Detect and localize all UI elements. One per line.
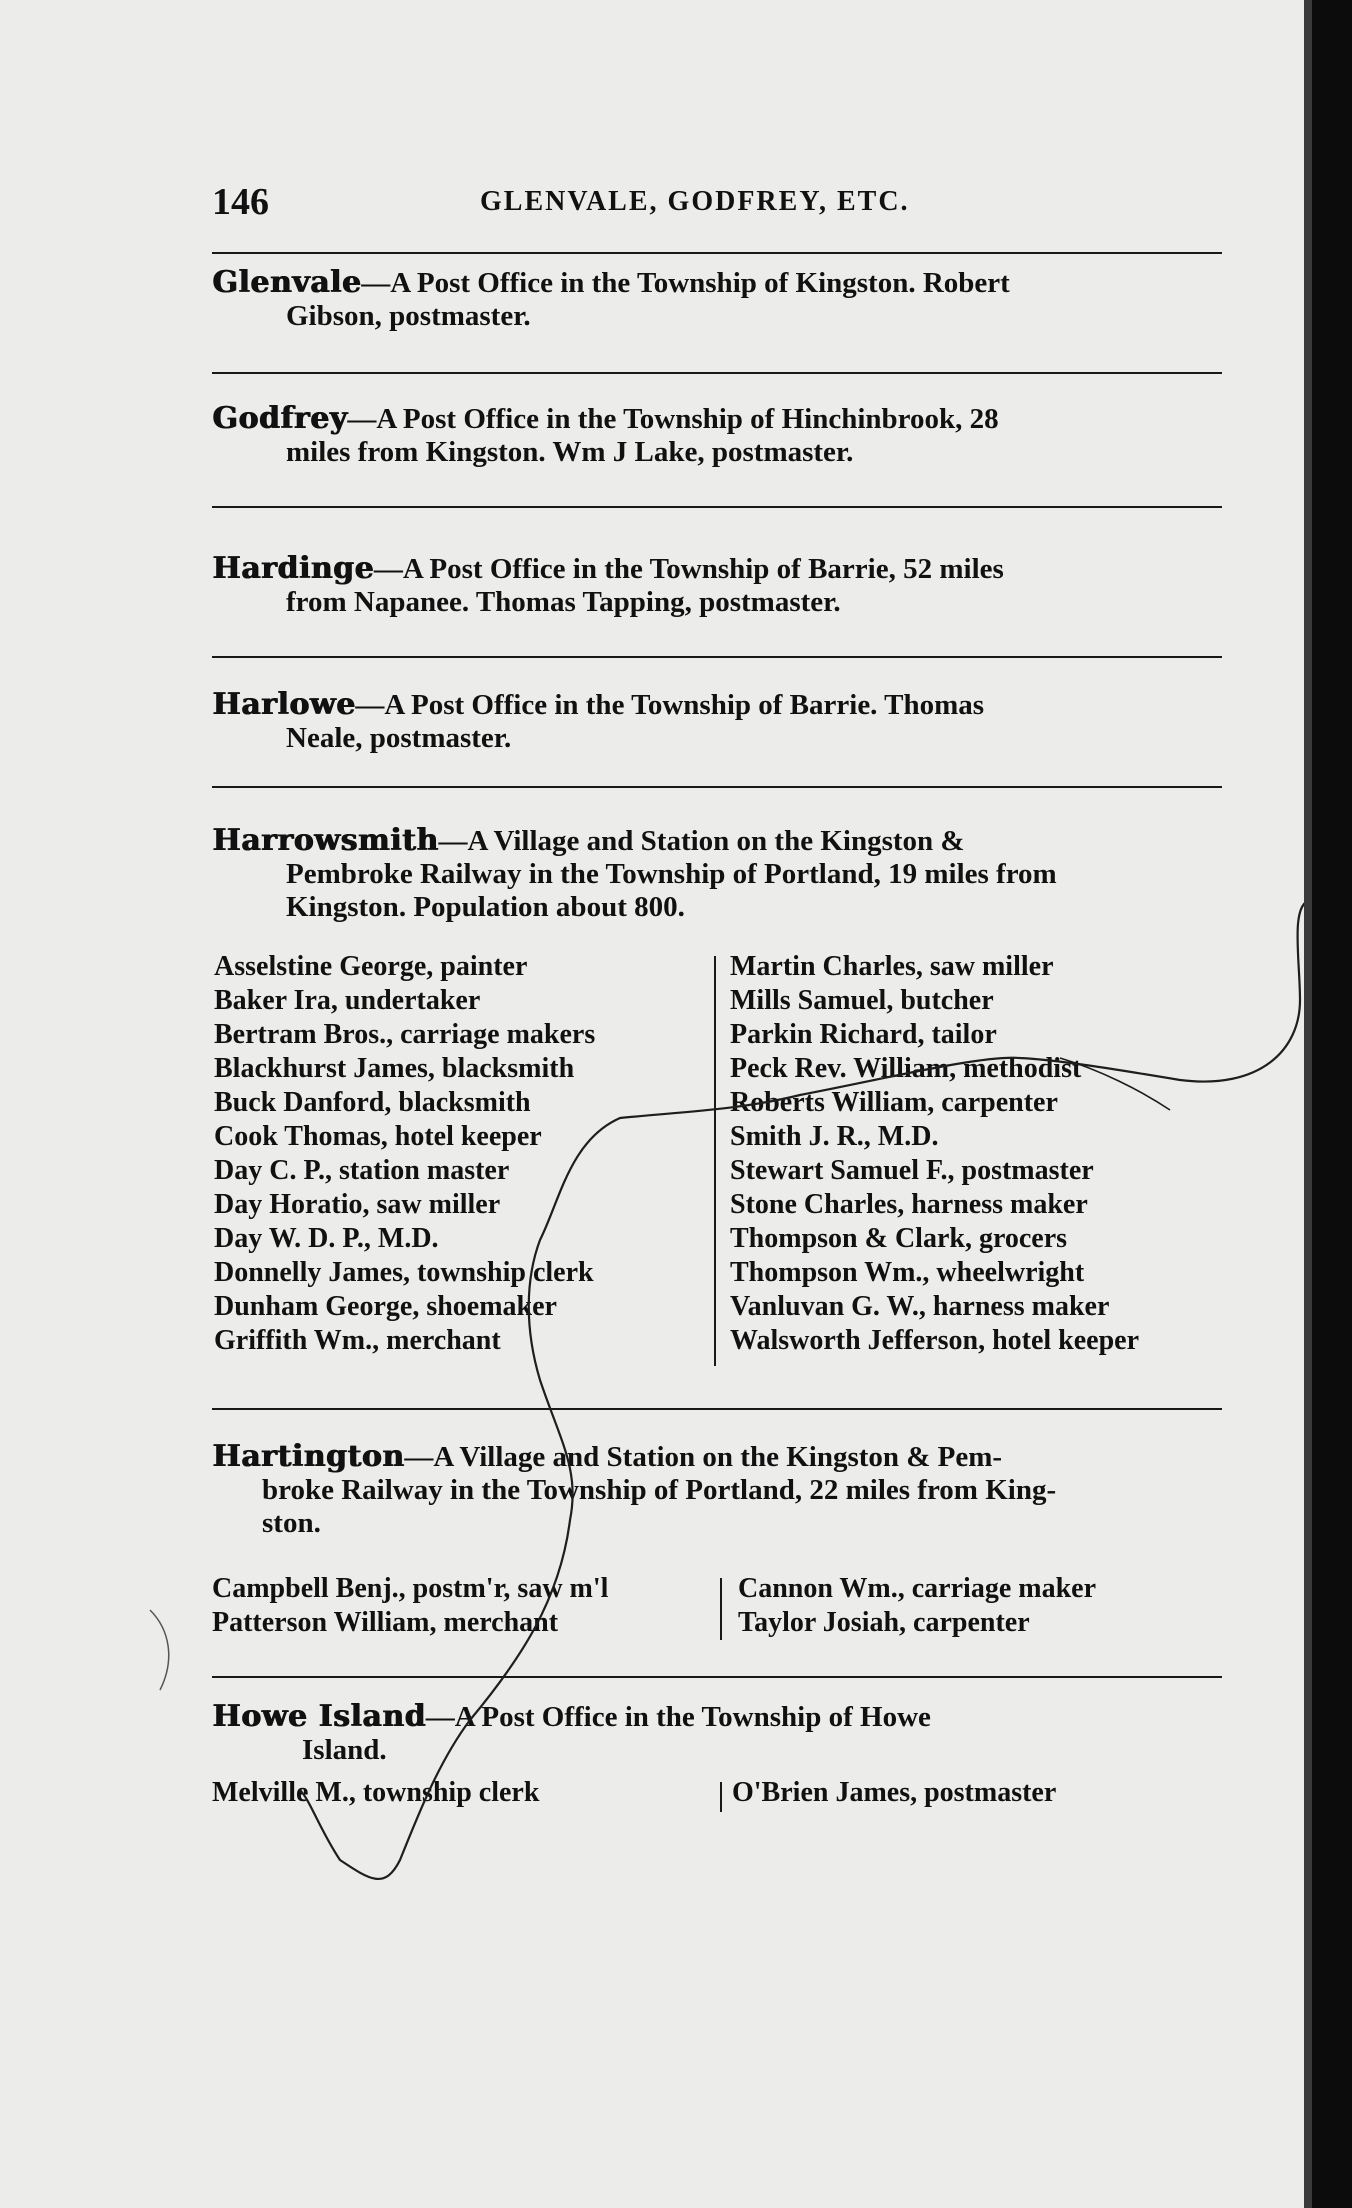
resident-entry: Walsworth Jefferson, hotel keeper bbox=[730, 1325, 1140, 1356]
resident-entry: Taylor Josiah, carpenter bbox=[738, 1607, 1030, 1638]
place-name: Howe Island bbox=[212, 1699, 426, 1734]
entry-text: —A Post Office in the Township of Barrie. Thomas bbox=[355, 689, 985, 721]
entry-text: Kingston. Population about 800. bbox=[286, 891, 685, 923]
column-divider bbox=[714, 956, 716, 1366]
place-name: Hardinge bbox=[212, 551, 374, 586]
entry-text: from Napanee. Thomas Tapping, postmaster. bbox=[286, 586, 841, 618]
entry-text: miles from Kingston. Wm J Lake, postmaster. bbox=[286, 436, 854, 468]
resident-entry: Dunham George, shoemaker bbox=[214, 1291, 557, 1322]
resident-entry: O'Brien James, postmaster bbox=[732, 1777, 1057, 1808]
resident-entry: Martin Charles, saw miller bbox=[730, 951, 1054, 982]
resident-entry: Cook Thomas, hotel keeper bbox=[214, 1121, 542, 1152]
resident-entry: Day C. P., station master bbox=[214, 1155, 510, 1186]
section-rule bbox=[212, 506, 1222, 508]
section-rule bbox=[212, 786, 1222, 788]
entry-text: ston. bbox=[262, 1507, 321, 1539]
residents-right-column bbox=[732, 1776, 1232, 1810]
resident-entry: Griffith Wm., merchant bbox=[214, 1325, 501, 1356]
entry-text: —A Post Office in the Township of Barrie, 52 miles bbox=[373, 553, 1004, 585]
residents-left-column bbox=[212, 1776, 702, 1810]
resident-entry: Parkin Richard, tailor bbox=[730, 1019, 997, 1050]
entry-glenvale bbox=[212, 266, 1222, 333]
entry-howe-island bbox=[212, 1700, 1222, 1767]
page-header bbox=[200, 176, 1220, 236]
entry-text: —A Post Office in the Township of Howe bbox=[425, 1701, 931, 1733]
resident-entry: Peck Rev. William, methodist bbox=[730, 1053, 1082, 1084]
resident-entry: Melville M., township clerk bbox=[212, 1777, 540, 1808]
entry-text: Neale, postmaster. bbox=[286, 722, 512, 754]
howe-island-residents bbox=[212, 1776, 1222, 1816]
residents-left-column bbox=[212, 1572, 702, 1640]
entry-text: —A Post Office in the Township of Hinchinbrook, 28 bbox=[347, 403, 999, 435]
entry-text: broke Railway in the Township of Portland, 22 miles from King- bbox=[262, 1474, 1057, 1506]
resident-entry: Vanluvan G. W., harness maker bbox=[730, 1291, 1110, 1322]
resident-entry: Day W. D. P., M.D. bbox=[214, 1223, 439, 1254]
page-edge bbox=[1312, 0, 1352, 2208]
resident-entry: Cannon Wm., carriage maker bbox=[738, 1573, 1096, 1604]
entry-text: Island. bbox=[302, 1734, 387, 1766]
entry-text: —A Village and Station on the Kingston & Pem- bbox=[404, 1441, 1003, 1473]
place-name: Glenvale bbox=[212, 265, 362, 300]
resident-entry: Roberts William, carpenter bbox=[730, 1087, 1058, 1118]
entry-godfrey bbox=[212, 402, 1222, 469]
resident-entry: Blackhurst James, blacksmith bbox=[214, 1053, 575, 1084]
residents-right-column bbox=[730, 950, 1230, 1358]
entry-text: Pembroke Railway in the Township of Portland, 19 miles from bbox=[286, 858, 1057, 890]
entry-text: —A Village and Station on the Kingston & bbox=[438, 825, 965, 857]
resident-entry: Buck Danford, blacksmith bbox=[214, 1087, 531, 1118]
entry-harrowsmith bbox=[212, 824, 1222, 924]
residents-right-column bbox=[738, 1572, 1238, 1640]
entry-harlowe bbox=[212, 688, 1222, 755]
resident-entry: Thompson Wm., wheelwright bbox=[730, 1257, 1085, 1288]
page-number: 146 bbox=[212, 181, 269, 223]
resident-entry: Asselstine George, painter bbox=[214, 951, 528, 982]
resident-entry: Thompson & Clark, grocers bbox=[730, 1223, 1068, 1254]
entry-text: —A Post Office in the Township of Kingston. Robert bbox=[361, 267, 1010, 299]
section-rule bbox=[212, 1408, 1222, 1410]
resident-entry: Patterson William, merchant bbox=[212, 1607, 559, 1638]
resident-entry: Stewart Samuel F., postmaster bbox=[730, 1155, 1094, 1186]
resident-entry: Bertram Bros., carriage makers bbox=[214, 1019, 596, 1050]
resident-entry: Day Horatio, saw miller bbox=[214, 1189, 501, 1220]
entry-hardinge bbox=[212, 552, 1222, 619]
place-name: Harrowsmith bbox=[212, 823, 439, 858]
resident-entry: Stone Charles, harness maker bbox=[730, 1189, 1088, 1220]
resident-entry: Donnelly James, township clerk bbox=[214, 1257, 594, 1288]
residents-left-column bbox=[214, 950, 704, 1358]
running-head: GLENVALE, GODFREY, ETC. bbox=[480, 186, 910, 217]
harrowsmith-residents bbox=[212, 950, 1222, 1370]
page-gutter bbox=[1304, 0, 1312, 2208]
place-name: Harlowe bbox=[212, 687, 356, 722]
header-rule bbox=[212, 252, 1222, 254]
place-name: Hartington bbox=[212, 1439, 405, 1474]
entry-text: Gibson, postmaster. bbox=[286, 300, 531, 332]
resident-entry: Baker Ira, undertaker bbox=[214, 985, 481, 1016]
column-divider bbox=[720, 1782, 722, 1812]
section-rule bbox=[212, 1676, 1222, 1678]
entry-hartington bbox=[212, 1440, 1222, 1540]
section-rule bbox=[212, 372, 1222, 374]
resident-entry: Campbell Benj., postm'r, saw m'l bbox=[212, 1573, 609, 1604]
resident-entry: Smith J. R., M.D. bbox=[730, 1121, 939, 1152]
resident-entry: Mills Samuel, butcher bbox=[730, 985, 994, 1016]
column-divider bbox=[720, 1578, 722, 1640]
place-name: Godfrey bbox=[212, 401, 348, 436]
hartington-residents bbox=[212, 1572, 1222, 1642]
section-rule bbox=[212, 656, 1222, 658]
